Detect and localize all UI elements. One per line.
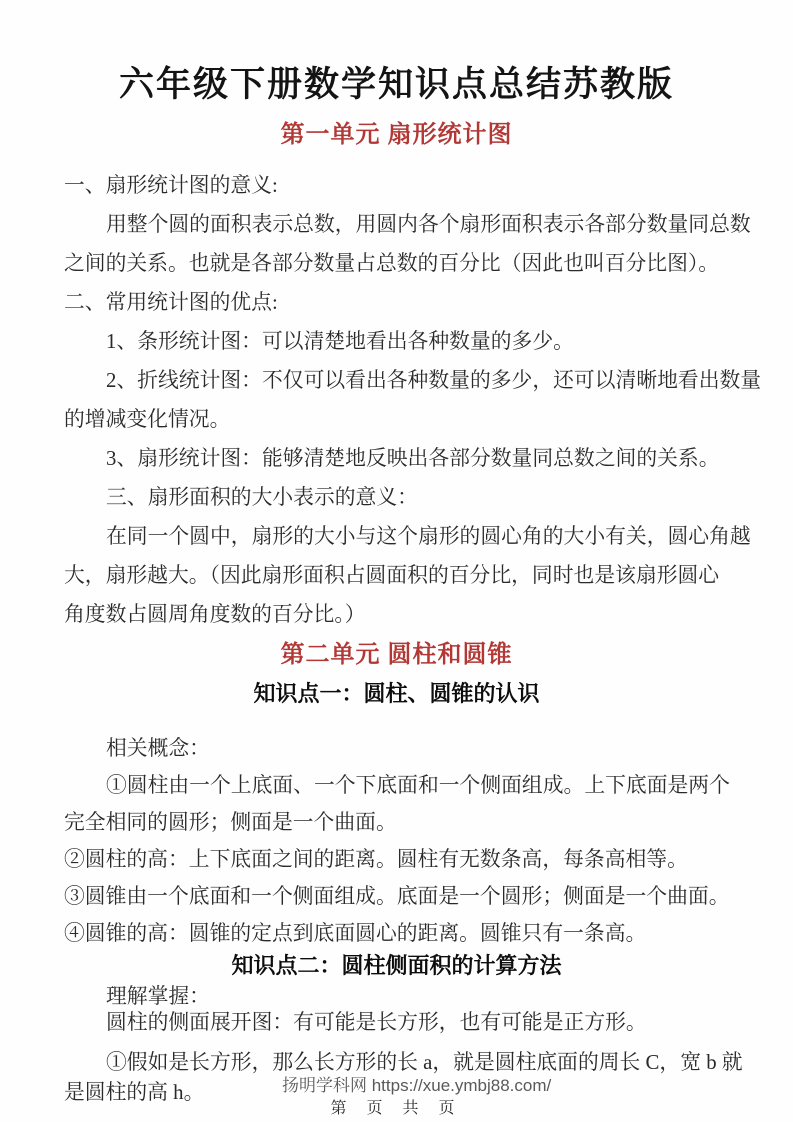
unit1-body	[0, 166, 793, 634]
text-line: 大，扇形越大。（因此扇形面积占圆面积的百分比，同时也是该扇形圆心	[64, 564, 720, 587]
knowledge-point2-heading: 知识点二：圆柱侧面积的计算方法	[231, 953, 562, 978]
knowledge-point1-heading: 知识点一：圆柱、圆锥的认识	[253, 681, 540, 706]
text-line: ①假如是长方形，那么长方形的长 a，就是圆柱底面的周长 C，宽 b 就	[106, 1051, 743, 1074]
text-line: ③圆锥由一个底面和一个侧面组成。底面是一个圆形；侧面是一个曲面。	[64, 885, 730, 908]
page-number-footer: 第 页 共 页	[330, 1100, 463, 1117]
site-watermark: 扬明学科网 https://xue.ymbj88.com/	[282, 1076, 552, 1095]
text-line: 三、扇形面积的大小表示的意义：	[106, 486, 418, 509]
text-line: 圆柱的侧面展开图：有可能是长方形，也有可能是正方形。	[106, 1011, 647, 1034]
text-line: 2、折线统计图：不仅可以看出各种数量的多少，还可以清晰地看出数量	[106, 369, 762, 392]
text-line: ②圆柱的高：上下底面之间的距离。圆柱有无数条高，每条高相等。	[64, 848, 688, 871]
document-title: 六年级下册数学知识点总结苏教版	[118, 65, 674, 104]
knowledge-point1-body	[0, 730, 793, 952]
unit2-heading: 第二单元 圆柱和圆锥	[280, 642, 513, 668]
text-line: 在同一个圆中，扇形的大小与这个扇形的圆心角的大小有关，圆心角越	[106, 525, 751, 548]
text-line: 理解掌握：	[106, 985, 210, 1008]
text-line: 3、扇形统计图：能够清楚地反映出各部分数量同总数之间的关系。	[106, 447, 720, 470]
text-line: ①圆柱由一个上底面、一个下底面和一个侧面组成。上下底面是两个	[106, 774, 730, 797]
knowledge-point2-body	[0, 984, 793, 1036]
text-line: 之间的关系。也就是各部分数量占总数的百分比（因此也叫百分比图）。	[64, 252, 720, 275]
text-line: 1、条形统计图：可以清楚地看出各种数量的多少。	[106, 330, 574, 353]
text-line: 是圆柱的高 h。	[64, 1081, 205, 1104]
unit1-heading: 第一单元 扇形统计图	[280, 122, 513, 148]
text-line: 二、常用统计图的优点:	[64, 291, 278, 314]
text-line: 角度数占圆周角度数的百分比。）	[64, 603, 366, 626]
text-line: 的增减变化情况。	[64, 408, 231, 431]
text-line: 相关概念：	[106, 737, 210, 760]
text-line: 用整个圆的面积表示总数，用圆内各个扇形面积表示各部分数量同总数	[106, 213, 751, 236]
text-line: 一、扇形统计图的意义:	[64, 174, 278, 197]
text-line: 完全相同的圆形；侧面是一个曲面。	[64, 811, 397, 834]
text-line: ④圆锥的高：圆锥的定点到底面圆心的距离。圆锥只有一条高。	[64, 922, 647, 945]
